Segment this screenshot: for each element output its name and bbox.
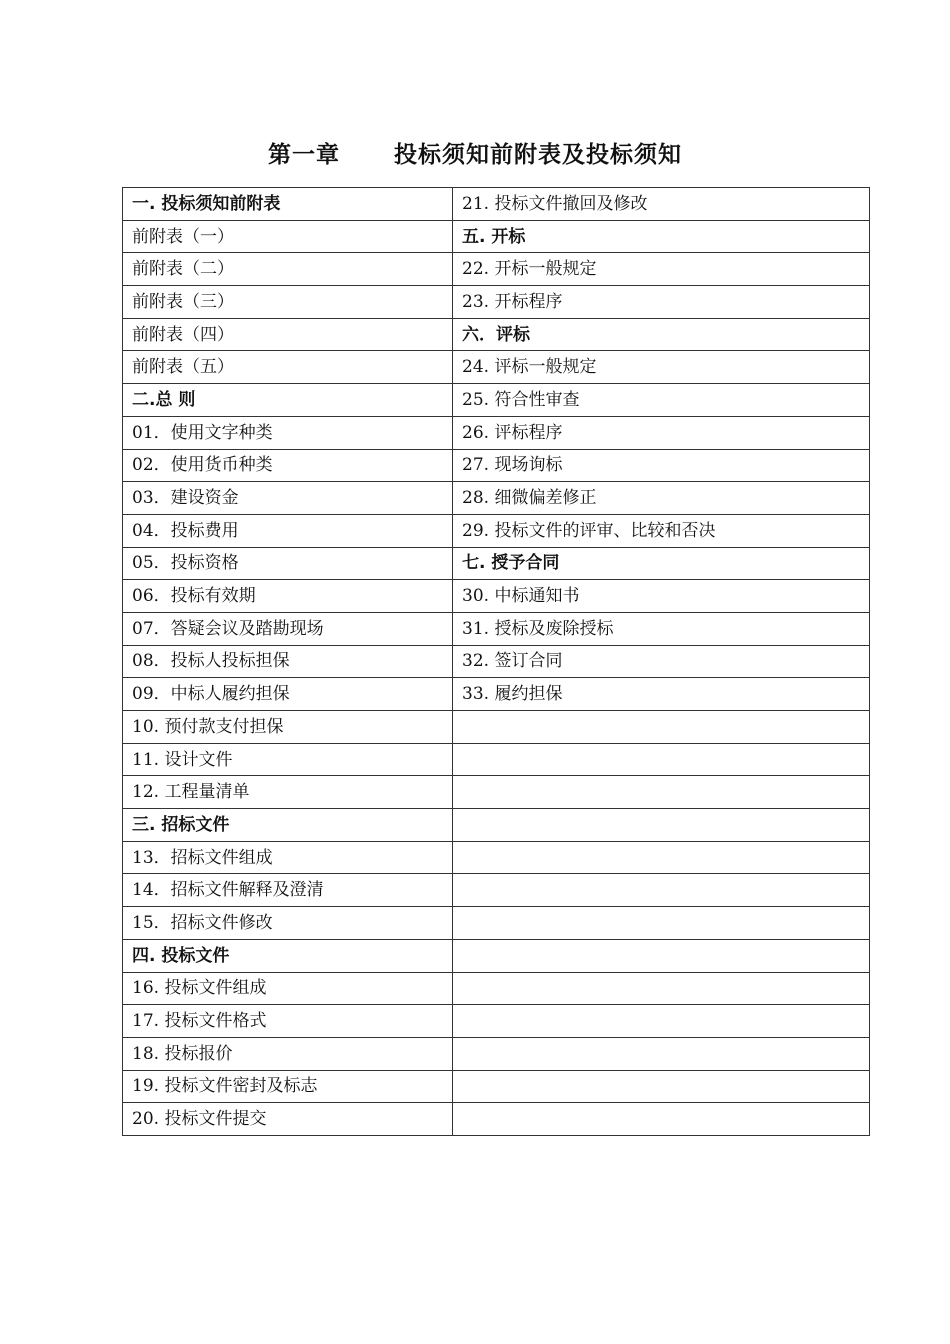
toc-row bbox=[123, 612, 870, 645]
toc-empty-cell bbox=[453, 874, 870, 907]
toc-entry: 15．招标文件修改 bbox=[123, 907, 453, 940]
toc-entry: 11. 设计文件 bbox=[123, 743, 453, 776]
toc-body bbox=[123, 188, 870, 1136]
toc-empty-cell bbox=[453, 1103, 870, 1136]
toc-entry: 14．招标文件解释及澄清 bbox=[123, 874, 453, 907]
toc-section-heading: 一. 投标须知前附表 bbox=[123, 188, 453, 221]
toc-empty-cell bbox=[453, 939, 870, 972]
toc-entry: 08．投标人投标担保 bbox=[123, 645, 453, 678]
toc-entry: 前附表（三） bbox=[123, 286, 453, 319]
toc-entry: 03．建设资金 bbox=[123, 482, 453, 515]
toc-empty-cell bbox=[453, 1037, 870, 1070]
toc-entry: 前附表（一） bbox=[123, 220, 453, 253]
toc-section-heading: 五. 开标 bbox=[453, 220, 870, 253]
toc-row bbox=[123, 351, 870, 384]
toc-row bbox=[123, 514, 870, 547]
toc-section-heading: 七. 授予合同 bbox=[453, 547, 870, 580]
toc-entry: 33. 履约担保 bbox=[453, 678, 870, 711]
toc-entry: 28. 细微偏差修正 bbox=[453, 482, 870, 515]
toc-row bbox=[123, 1103, 870, 1136]
toc-empty-cell bbox=[453, 1070, 870, 1103]
toc-row bbox=[123, 286, 870, 319]
toc-empty-cell bbox=[453, 907, 870, 940]
toc-row bbox=[123, 678, 870, 711]
toc-entry: 05．投标资格 bbox=[123, 547, 453, 580]
toc-entry: 10. 预付款支付担保 bbox=[123, 711, 453, 744]
toc-entry: 22. 开标一般规定 bbox=[453, 253, 870, 286]
toc-entry: 27. 现场询标 bbox=[453, 449, 870, 482]
toc-row bbox=[123, 711, 870, 744]
toc-entry: 06．投标有效期 bbox=[123, 580, 453, 613]
toc-entry: 16. 投标文件组成 bbox=[123, 972, 453, 1005]
toc-row bbox=[123, 188, 870, 221]
toc-entry: 19. 投标文件密封及标志 bbox=[123, 1070, 453, 1103]
toc-empty-cell bbox=[453, 809, 870, 842]
toc-row bbox=[123, 547, 870, 580]
page-title: 第一章 投标须知前附表及投标须知 bbox=[267, 142, 683, 168]
toc-row bbox=[123, 939, 870, 972]
toc-row bbox=[123, 874, 870, 907]
toc-entry: 前附表（二） bbox=[123, 253, 453, 286]
toc-entry: 18. 投标报价 bbox=[123, 1037, 453, 1070]
toc-empty-cell bbox=[453, 972, 870, 1005]
toc-empty-cell bbox=[453, 776, 870, 809]
toc-entry: 29. 投标文件的评审、比较和否决 bbox=[453, 514, 870, 547]
toc-entry: 07．答疑会议及踏勘现场 bbox=[123, 612, 453, 645]
toc-entry: 17. 投标文件格式 bbox=[123, 1005, 453, 1038]
toc-row bbox=[123, 645, 870, 678]
toc-entry: 01．使用文字种类 bbox=[123, 416, 453, 449]
toc-row bbox=[123, 416, 870, 449]
toc-row bbox=[123, 743, 870, 776]
toc-empty-cell bbox=[453, 841, 870, 874]
toc-entry: 30. 中标通知书 bbox=[453, 580, 870, 613]
toc-entry: 12. 工程量清单 bbox=[123, 776, 453, 809]
toc-row bbox=[123, 482, 870, 515]
toc-entry: 21. 投标文件撤回及修改 bbox=[453, 188, 870, 221]
toc-entry: 24. 评标一般规定 bbox=[453, 351, 870, 384]
toc-row bbox=[123, 220, 870, 253]
toc-entry: 前附表（四） bbox=[123, 318, 453, 351]
toc-empty-cell bbox=[453, 743, 870, 776]
toc-empty-cell bbox=[453, 711, 870, 744]
toc-row bbox=[123, 1005, 870, 1038]
toc-entry: 前附表（五） bbox=[123, 351, 453, 384]
toc-row bbox=[123, 449, 870, 482]
toc-entry: 25. 符合性审查 bbox=[453, 384, 870, 417]
toc-row bbox=[123, 841, 870, 874]
toc-entry: 31. 授标及废除授标 bbox=[453, 612, 870, 645]
toc-entry: 04．投标费用 bbox=[123, 514, 453, 547]
toc-entry: 13．招标文件组成 bbox=[123, 841, 453, 874]
toc-entry: 32. 签订合同 bbox=[453, 645, 870, 678]
toc-row bbox=[123, 907, 870, 940]
toc-row bbox=[123, 580, 870, 613]
toc-section-heading: 三. 招标文件 bbox=[123, 809, 453, 842]
toc-row bbox=[123, 776, 870, 809]
toc-row bbox=[123, 809, 870, 842]
toc-row bbox=[123, 1070, 870, 1103]
toc-row bbox=[123, 253, 870, 286]
toc-row bbox=[123, 318, 870, 351]
toc-table bbox=[122, 187, 870, 1136]
toc-row bbox=[123, 1037, 870, 1070]
toc-entry: 09．中标人履约担保 bbox=[123, 678, 453, 711]
toc-section-heading: 四. 投标文件 bbox=[123, 939, 453, 972]
toc-entry: 23. 开标程序 bbox=[453, 286, 870, 319]
toc-entry: 26. 评标程序 bbox=[453, 416, 870, 449]
toc-empty-cell bbox=[453, 1005, 870, 1038]
toc-section-heading: 二.总 则 bbox=[123, 384, 453, 417]
toc-row bbox=[123, 384, 870, 417]
toc-entry: 20. 投标文件提交 bbox=[123, 1103, 453, 1136]
toc-section-heading: 六．评标 bbox=[453, 318, 870, 351]
toc-row bbox=[123, 972, 870, 1005]
toc-entry: 02．使用货币种类 bbox=[123, 449, 453, 482]
